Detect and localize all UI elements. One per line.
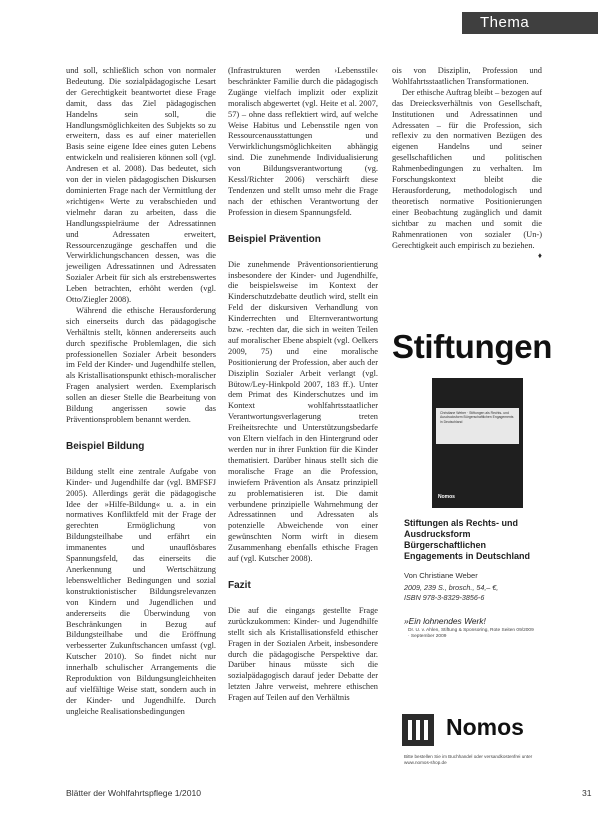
section-header-bar xyxy=(462,12,598,34)
section-heading-bildung: Beispiel Bildung xyxy=(66,440,145,452)
nomos-logo-text: Nomos xyxy=(446,714,524,740)
end-mark: ♦ xyxy=(537,251,542,261)
nomos-logo xyxy=(402,712,534,746)
section-title: Thema xyxy=(480,14,530,31)
section-heading-fazit: Fazit xyxy=(228,579,251,591)
ad-author: Von Christiane Weber xyxy=(404,571,478,580)
paragraph: Bildung stellt eine zentrale Aufgabe von Kinder- und Jugendhilfe dar (vgl. BMFSFJ 2005). Allerdings gerät die pädagogische Idee der »Hilfe-Bildung« u. a. in ein normatives Konfliktfeld mit der Frage der gerechten Ermöglichung von Bildungsteilhabe und erfährt ein immanentes und unauflösbares Spannungsfeld, das einerseits die Anerkennung und Wertschätzung lebensweltlicher Bedingungen und sozial konstruktionistischer Bildungsrelevanzen von Kindern und Jugendlichen und andererseits die Überwindung von Beschränkungen in Bezug auf Bildungsteilhabe und die Eröffnung verbesserter Zukunftschancen umfasst (vgl. Kutscher 2010). So findet nicht nur innerhalb schulischer Arrangements die Reproduktion von Bildungsungleichheiten auf vielfältige Weise statt, sondern auch in der Kinder- und Jugendhilfe. Durch ungleiche Realisationsbedingungen xyxy=(66,466,216,716)
ad-book-title: Stiftungen als Rechts- und Ausdrucksform Bürgerschaftlichen Engagements in Deutschland xyxy=(404,518,531,561)
nomos-logo-icon xyxy=(402,714,434,746)
paragraph: Die zunehmende Präventionsorientierung insbesondere der Kinder- und Jugendhilfe, die beispielsweise im Kontext der Kinderschutzdebatte deutlich wird, stellt ein Feld der diskursiven Verhandlung von Kinderrechten und Elternverantwortung bzw. -rechten dar, die sich in weiten Teilen auf moralischer Ebene abspielt (vgl. Oelkers 2009, 75) und eine moralische Positionierung der Profession, aber auch der Disziplin Sozialer Arbeit verlangt (vgl. Bütow/Ley-Hinkpold 2007, 183 ff.). Unter dem Primat des Kinderschutzes und im Kontext wohlfahrtsstaatlicher Verantwortungsverlagerung treten Freiheitsrechte und Unterstützungsbedarfe von Eltern vielfach in den Hintergrund oder werden nur in ihrer Funktion für die Kinder thematisiert. Darüber hinaus stellt sich die moralische Frage an die Profession, inwiefern Prävention als Ansatz prinzipiell zu problematisieren ist. Die damit verbundene prinzipielle Wahrnehmung der Adressatinnen und Adressaten als potenzielle Abweichende von einer gewünschten Norm wirft in diesem Zusammenhang ebenfalls ethische Fragen auf (vgl. Kutscher 2008). xyxy=(228,259,378,564)
paragraph-text: Der ethische Auftrag bleibt – bezogen auf das Dreiecksverhältnis von Gesellschaft, Institutionen und Adressatinnen und Adressaten – für die Profession, sich reflexiv zu den normativen Bezügen des eigenen Handelns und seiner gesellschaftlichen und politischen Rahmenbedingungen zu verhalten. Im Forschungskontext bleibt die Herausforderung, methodologisch und theoretisch normative Positionierungen einer Beobachtung zugänglich und damit sichtbar zu machen und somit die Rahmenrationen von sozialer (Un-) Gerechtigkeit auch empirisch zu beziehen. xyxy=(392,87,542,250)
paragraph: Die auf die eingangs gestellte Frage zurückzukommen: Kinder- und Jugendhilfe stellt sich als Kristallisationsfeld ethischer Fragen in der Sozialen Arbeit, insbesondere durch die pädagogische Perspektive dar. Darüber hinaus müsste sich die sozialpädagogisch darauf jeder Debatte der letzten Jahre verweist, mehrere ethischen Fragen auf Teilen auf den Verhältnis xyxy=(228,605,378,703)
text-column-1 xyxy=(66,66,216,718)
book-cover-brand: Nomos xyxy=(438,494,455,500)
ad-quote-source: Dr. U. v. Ahlen, Stiftung & Sponsoring, Rote Seiten 09/2009 · September 2009 xyxy=(408,628,534,640)
paragraph xyxy=(392,87,542,261)
journal-footer: Blätter der Wohlfahrtspflege 1/2010 xyxy=(66,788,202,798)
text-column-3 xyxy=(392,66,542,262)
paragraph: Während die ethische Herausforderung sich einerseits durch das pädagogische Verhältnis stellt, können andererseits auch durch spezifische Problemlagen, die sich professionellen Sozialer Arbeit besonders im Feld der Kinder- und Jugendhilfe stellen, als Kristallisationspunkt ethisch-moralischer Fragen analysiert werden. Exemplarisch sollen an dieser Stelle die Bearbeitung von Bildung angerissen sowie das Präventionsproblem benannt werden. xyxy=(66,305,216,424)
ad-meta-isbn: ISBN 978-3-8329-3856-6 xyxy=(404,593,485,602)
paragraph: (Infrastrukturen werden ›Lebensstile‹ beschränkter Familie durch die pädagogisch Zugänge vielfach implizit oder explizit moralisch abgewertet (vgl. Heite et al. 2007, 57) – ohne dass reflektiert wird, auf welche Weise Habitus und Lebensstile ngen von Ressourcenausstattungen und Verwirklichungsmöglichkeiten abhängig sind. Die zunehmende Individualisierung von Bildungsverantwortung (vg. Kessl/Richter 2006) verschärft diese Tendenzen und stellt umso mehr die Frage nach der ethischen Verantwortung der Profession in diesem Spannungsfeld. xyxy=(228,66,378,217)
book-cover-image xyxy=(432,378,523,508)
section-heading-praevention: Beispiel Prävention xyxy=(228,233,321,245)
page-number: 31 xyxy=(582,788,592,798)
ad-order-note: Bitte bestellen Sie im Buchhandel oder versandkostenfrei unter www.nomos-shop.de xyxy=(404,754,533,765)
text-column-2 xyxy=(228,66,378,704)
book-cover-text: Christiane Weber · Stiftungen als Rechts- und Ausdrucksform Bürgerschaftlichen Engagements in Deutschland xyxy=(440,411,514,424)
ad-title: Stiftungen xyxy=(392,328,553,365)
book-advertisement[interactable] xyxy=(392,308,553,778)
ad-meta-price: 2009, 239 S., brosch., 54,– €, xyxy=(404,583,499,592)
book-cover-band xyxy=(436,408,519,444)
paragraph: ois von Disziplin, Profession und Wohlfahrtsstaatlichen Transformationen. xyxy=(392,66,542,86)
paragraph: und soll, schließlich schon von normaler Bedeutung. Die sozialpädagogische Lesart der Gerechtigkeit beantwortet diese Frage damit, dass das Ziel pädagogischen Handelns sein soll, die Handlungsmöglichkeiten des Subjekts so zu erweitern, dass es auf einer materiellen Basis seine eigene Idee eines guten Lebens entwickeln und realisieren können soll (vgl. Andresen et al. 2008). Das bedeutet, sich von der in vielen pädagogischen Diskursen dominierten Frage nach der Vermittlung der »richtigen« Werte zu verabschieden und vielmehr daran zu arbeiten, dass die Handlungsspielräume der Adressatinnen und Adressaten erweitert, Ressourcenzugänge geschaffen und die Verwirklichungschancen dessen, was die jeweiligen Adressatinnen und Adressaten Sozialer Arbeit für sich als erstrebenswertes Leben betrachten, erhöht werden (vgl. Otto/Ziegler 2008). xyxy=(66,66,216,305)
ad-quote: »Ein lohnendes Werk! xyxy=(404,616,486,626)
ad-meta xyxy=(404,583,498,603)
